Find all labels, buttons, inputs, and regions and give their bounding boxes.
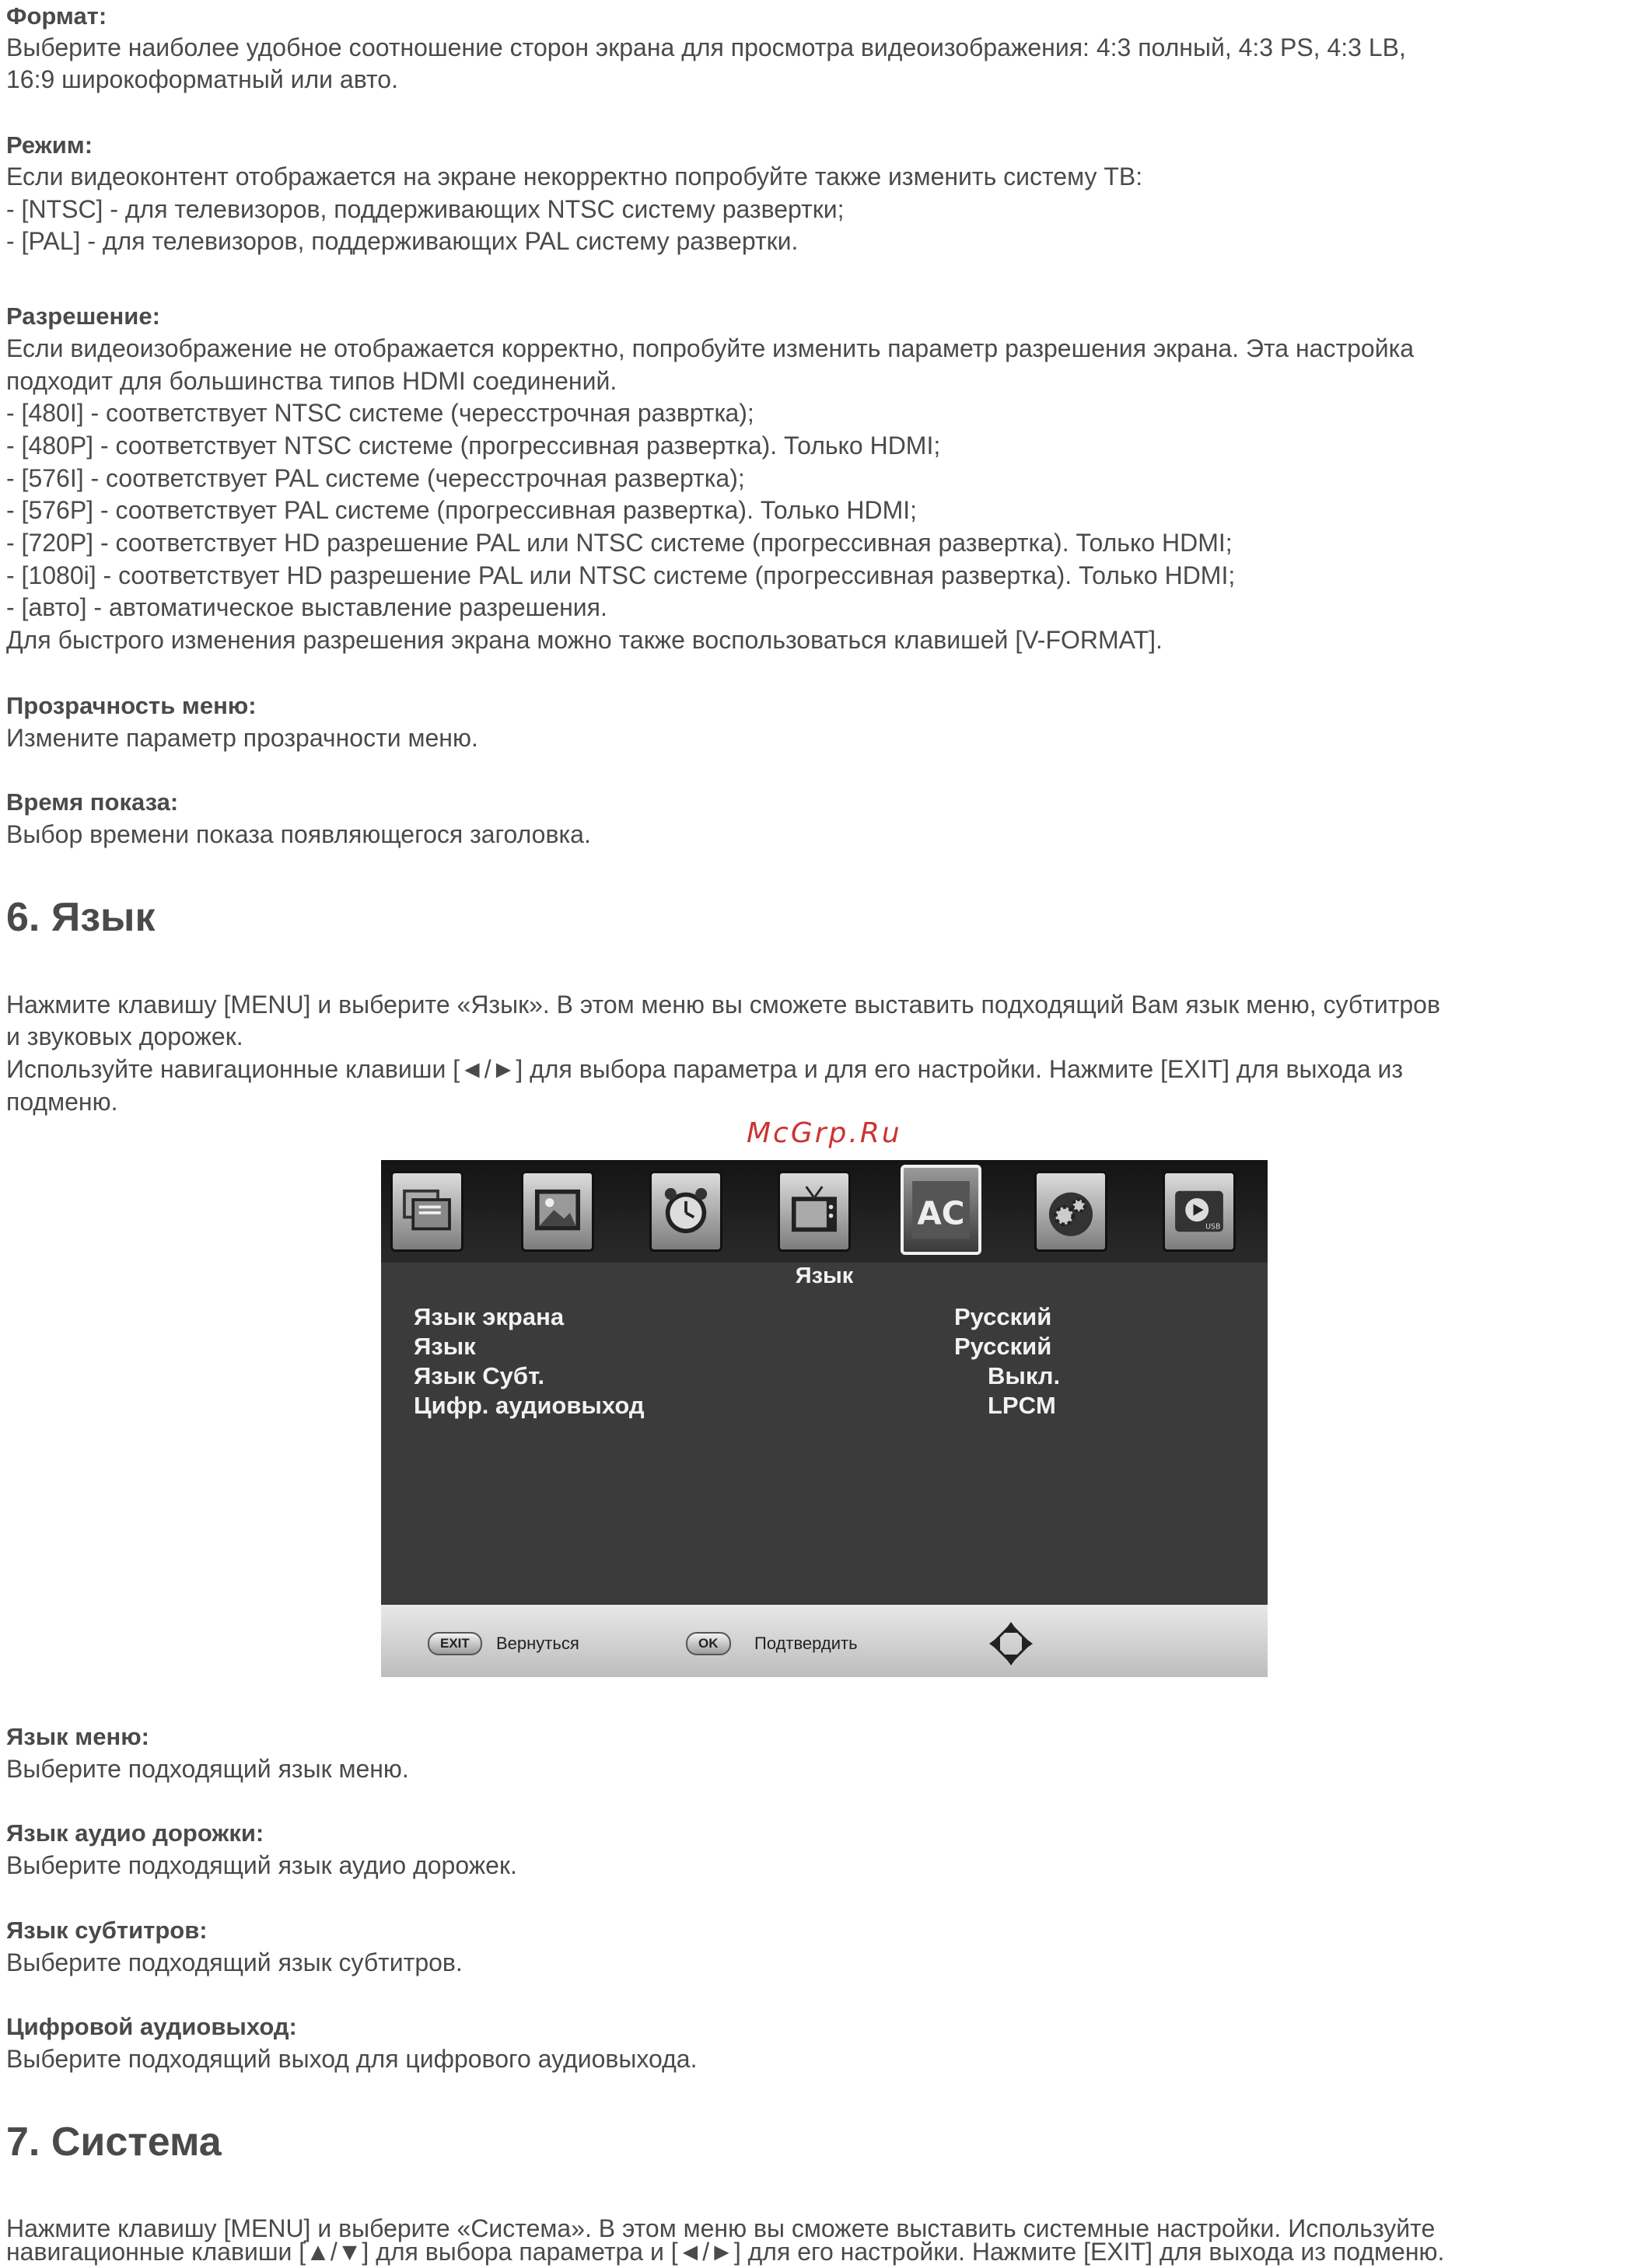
exit-hint: Вернуться [496, 1634, 579, 1653]
menu-title: Язык [795, 1263, 854, 1288]
resolution-line: - [1080i] - соответствует HD разрешение PAL или NTSC системе (прогрессивная развертка). Только HDMI; [6, 561, 1236, 589]
section-7-paragraph-line: Нажмите клавишу [MENU] и выберите «Система». В этом меню вы сможете выставить системные настройки. Используйте [6, 2214, 1436, 2242]
picture-icon[interactable] [521, 1171, 594, 1252]
menu-hint-bar [381, 1605, 1268, 1677]
showtime-text: Выбор времени показа появляющегося заголовка. [6, 820, 591, 848]
section-6-paragraph-line: Нажмите клавишу [MENU] и выберите «Язык». В этом меню вы сможете выставить подходящий Вам язык меню, субтитров [6, 991, 1440, 1019]
audio-language-title: Язык аудио дорожки: [6, 1819, 264, 1847]
resolution-line: Для быстрого изменения разрешения экрана можно также воспользоваться клавишей [V-FORMAT]. [6, 626, 1163, 654]
section-6-paragraph-line: и звуковых дорожек. [6, 1022, 243, 1050]
digital-audio-title: Цифровой аудиовыход: [6, 2013, 297, 2040]
nav-arrows-icon [986, 1619, 1036, 1669]
resolution-line: - [576P] - соответствует PAL системе (прогрессивная развертка). Только HDMI; [6, 496, 918, 524]
tv-icon[interactable] [778, 1171, 851, 1252]
audio-language-text: Выберите подходящий язык аудио дорожек. [6, 1851, 517, 1879]
resolution-line: - [480P] - соответствует NTSC системе (прогрессивная развертка). Только HDMI; [6, 432, 941, 460]
subtitle-language-text: Выберите подходящий язык субтитров. [6, 1948, 463, 1976]
format-text-line-2: 16:9 широкоформатный или авто. [6, 65, 398, 93]
section-6-heading: 6. Язык [6, 895, 156, 940]
settings-icon[interactable] [1034, 1171, 1107, 1252]
menu-row-value-audio-language[interactable]: Русский [954, 1333, 1052, 1360]
transparency-text: Измените параметр прозрачности меню. [6, 724, 478, 752]
section-7-heading: 7. Система [6, 2119, 222, 2165]
watermark: McGrp.Ru [747, 1117, 902, 1149]
resolution-line: Если видеоизображение не отображается корректно, попробуйте изменить параметр разрешения экрана. Эта настройка [6, 334, 1415, 362]
resolution-line: подходит для большинства типов HDMI соединений. [6, 367, 617, 395]
subtitle-language-title: Язык субтитров: [6, 1917, 208, 1944]
section-7-paragraph-line: навигационные клавиши [▲/▼] для выбора параметра и [◄/►] для его настройки. Нажмите [EXIT] для выхода из подменю. [6, 2238, 1445, 2266]
section-6-paragraph-line: Используйте навигационные клавиши [◄/►] для выбора параметра и для его настройки. Нажмите [EXIT] для выхода из [6, 1055, 1404, 1083]
menu-row-value-subtitle-language[interactable]: Выкл. [988, 1362, 1061, 1389]
mode-text-line-3: - [PAL] - для телевизоров, поддерживающих PAL систему развертки. [6, 227, 799, 255]
showtime-title: Время показа: [6, 788, 179, 816]
resolution-title: Разрешение: [6, 302, 160, 330]
resolution-line: - [480I] - соответствует NTSC системе (чересстрочная разврткa); [6, 399, 754, 427]
format-title: Формат: [6, 2, 107, 30]
clock-icon[interactable] [649, 1171, 722, 1252]
usb-play-icon[interactable] [1163, 1171, 1236, 1252]
mode-text-line-1: Если видеоконтент отображается на экране некорректно попробуйте также изменить систему ТВ: [6, 162, 1143, 190]
resolution-line: - [авто] - автоматическое выставление разрешения. [6, 593, 607, 621]
ok-hint: Подтвердить [754, 1634, 858, 1653]
digital-audio-text: Выберите подходящий выход для цифрового аудиовыхода. [6, 2045, 698, 2073]
mode-title: Режим: [6, 131, 93, 159]
format-text-line-1: Выберите наиболее удобное соотношение сторон экрана для просмотра видеоизображения: 4:3 полный, 4:3 PS, 4:3 LB, [6, 33, 1406, 61]
menu-row-label-audio-language[interactable]: Язык [414, 1333, 476, 1360]
menu-row-label-subtitle-language[interactable]: Язык Субт. [414, 1362, 545, 1389]
resolution-line: - [576I] - соответствует PAL системе (чересстрочная развертка); [6, 464, 745, 492]
menu-language-title: Язык меню: [6, 1723, 149, 1750]
section-6-paragraph-line: подменю. [6, 1088, 118, 1116]
language-menu-screenshot [381, 1160, 1268, 1677]
menu-language-text: Выберите подходящий язык меню. [6, 1755, 409, 1783]
mode-text-line-2: - [NTSC] - для телевизоров, поддерживающих NTSC систему развертки; [6, 195, 845, 223]
resolution-line: - [720P] - соответствует HD разрешение PAL или NTSC системе (прогрессивная развертка). Только HDMI; [6, 529, 1233, 557]
menu-row-value-digital-audio[interactable]: LPCM [988, 1392, 1056, 1419]
ok-key-badge: OK [686, 1632, 731, 1655]
menu-row-label-screen-language[interactable]: Язык экрана [414, 1303, 565, 1330]
menu-row-value-screen-language[interactable]: Русский [954, 1303, 1052, 1330]
menu-icon-bar [381, 1160, 1268, 1263]
language-icon[interactable] [901, 1165, 981, 1255]
exit-key-badge: EXIT [428, 1632, 482, 1655]
monitor-icon[interactable] [390, 1171, 463, 1252]
menu-row-label-digital-audio[interactable]: Цифр. аудиовыход [414, 1392, 645, 1419]
transparency-title: Прозрачность меню: [6, 692, 257, 719]
language-icon-text: AC [917, 1194, 965, 1232]
usb-label: USB [1205, 1222, 1221, 1232]
